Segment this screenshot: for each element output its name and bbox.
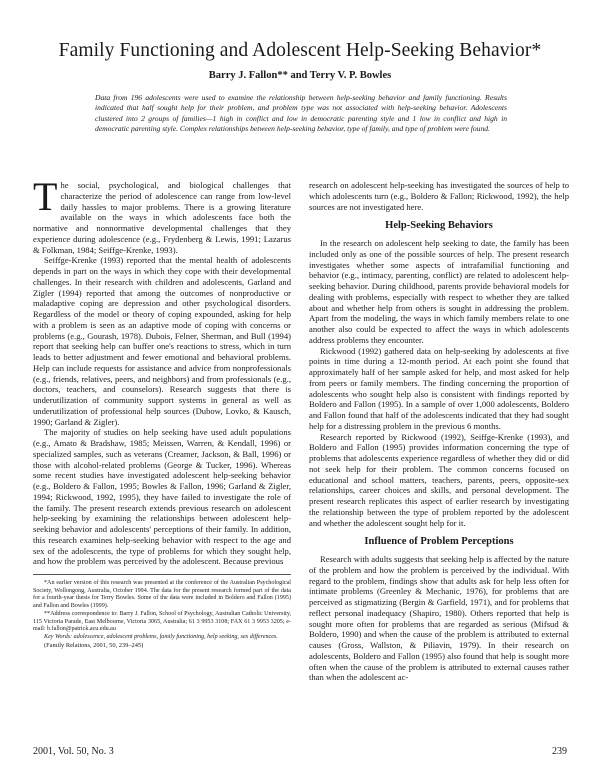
body-paragraph: research on adolescent help-seeking has investigated the sources of help to which adolescents turn (e.g., Boldero & Fallon; Rickwood, 1992), the help sources are not investigated here. bbox=[309, 180, 569, 212]
key-words: Key Words: adolescence, adolescent problems, family functioning, help seeking, sex differences. bbox=[44, 633, 278, 640]
footnote-earlier-version: *An earlier version of this research was presented at the conference of the Australian Psychological Society, Wollongong, Australia, October 1994. The data for the present research formed part of the data for a fourth-year thesis for Terry Bowles. Some of the data were included in Boldero and Fallon (1995) and Fallon and Bowles (1999). bbox=[33, 580, 291, 610]
body-paragraph: Research reported by Rickwood (1992), Seiffge-Krenke (1993), and Boldero and Fallon (1995) provides information concerning the type of problems that adolescents experience regardless of whether they did or did not seek help for their problem. The common concerns focused on educational and school matters, teachers, parents, peers, opposite-sex relationships, career choices and skills, and personal development. The present research replicates this aspect of earlier research by investigating the relationship between the type of problem reported by the adolescent and whether the adolescent sought help for it. bbox=[309, 431, 569, 528]
section-heading-help-seeking: Help-Seeking Behaviors bbox=[385, 220, 493, 232]
article-abstract: Data from 196 adolescents were used to examine the relationship between help-seeking behavior and family functioning. Results indicated that half sought help for their problem, and problem type was not associated with help-seeking behavior. Adolescents clustered into 2 groups of families—1 high in conflict and low in democratic parenting style and 1 low in conflict and high in democratic parenting style. Complex relationships between help-seeking behavior, type of family, and type of problem were found. bbox=[95, 93, 507, 133]
left-column bbox=[33, 174, 291, 649]
journal-citation: (Family Relations, 2001, 50, 239–245) bbox=[44, 641, 144, 649]
footer-volume: 2001, Vol. 50, No. 3 bbox=[33, 746, 114, 757]
body-paragraph: Rickwood (1992) gathered data on help-seeking by adolescents at five points in time during a 12-month period. At each point she found that approximately half of her sample asked for help, and most asked for help from peers or family members. The finding concerning the proportion of adolescents who sought help also is consistent with findings reported by Boldero and Fallon (1995). In a sample of over 1,000 adolescents, Boldero and Fallon found that half of the adolescents indicated that they had sought help for a distressing problem in the previous 6 months. bbox=[309, 345, 569, 431]
body-paragraph: Seiffge-Krenke (1993) reported that the mental health of adolescents depends in part on the ways in which they cope with their developmental challenges. In their research with children and adolescents, Garland and Zigler (1994) reported that among the outcomes of nonproductive or maladaptive coping are depression and other psychological disorders. Regardless of the model or theory of coping expounded, asking for help with a problem is seen as an adaptive mode of coping with concerns or problems (e.g., Gourash, 1978). Dubois, Felner, Sherman, and Bull (1994) report that seeking help can buffer one's reactions to stress, which in turn leads to better adjustment and fewer emotional and behavioral problems. Help can include requests for assistance and advice from nonprofessionals (e.g., friends, relatives, peers, and neighbors) and from professionals (e.g., doctors, teachers, and counselors). Research suggests that there is underutilization of community support systems in general as well as underutilization of professional help sources (Dubow, Lovko, & Kausch, 1990; Garland & Zigler). bbox=[33, 255, 291, 427]
body-paragraph: Research with adults suggests that seeking help is affected by the nature of the problem and how the problem is perceived by the individual. With regard to the problem, findings show that adults ask for help less often for intimate problems (Greenley & Mechanic, 1976), for problems that are perceived as stigmatizing (Bergin & Garfield, 1971), and for problems that reflect personal inadequacy (Shapiro, 1980). Others reported that help is sought more often for problems that are regarded as serious (Mifsud & Boldero, 1990) and when the cause of the problem is attributed to external causes (Gross, Wallston, & Piliavin, 1979). In their research on adolescents, Boldero and Fallon (1995) also found that help is sought more often when the cause of the problem is attributed to external causes rather than when the adolescent ac- bbox=[309, 554, 569, 683]
body-paragraph: The majority of studies on help seeking have used adult populations (e.g., Amato & Bradshaw, 1985; Meissen, Warren, & Kendall, 1996) or specialized samples, such as veterans (Creamer, Jackson, & Ball, 1996) or those with alcohol-related problems (George & Tucker, 1996). Whereas some recent studies have investigated adolescent help-seeking behavior (e.g., Boldero & Fallon, 1995; Bowles & Fallon, 1996; Garland & Zigler, 1994; Rickwood, 1992, 1995), they have failed to investigate the role of the family. The present research extends previous research on adolescent help-seeking by examining the relationships between adolescent help-seeking behavior and adolescents' perceptions of their family. In addition, this research examines help-seeking behavior with respect to the age and sex of the adolescents, the type of problems for which they sought help, and how the problem was perceived by the adolescent. Because previous bbox=[33, 427, 291, 567]
body-paragraph: In the research on adolescent help seeking to date, the family has been included only as one of the possible sources of help. The present research investigates whether some aspects of intrafamilial functioning and behavior (e.g., intimacy, parenting, conflict) are related to adolescent help-seeking behavior. During childhood, parents provide behavioral models for dealing with problems, especially with respect to whether they are talked about and whether help from others is sought in addressing the problem. Apart from the modeling, the ways in which family members relate to one another also could be expected to affect the ways in which adolescents address problems they encounter. bbox=[309, 238, 569, 345]
intro-text: he social, psychological, and biological challenges that characterize the period of adolescence can range from low-level daily hassles to major problems. There is a growing literature available on the ways in which adolescents face both the normative and nonnormative developmental challenges that they experience during adolescence (e.g., Frydenberg & Lewis, 1991; Lazarus & Folkman, 1984; Seiffge-Krenke, 1993). bbox=[33, 180, 291, 255]
section-heading-problem-perceptions: Influence of Problem Perceptions bbox=[364, 536, 514, 548]
article-authors: Barry J. Fallon** and Terry V. P. Bowles bbox=[208, 70, 392, 81]
article-title: Family Functioning and Adolescent Help-Seeking Behavior* bbox=[58, 40, 542, 61]
intro-paragraph bbox=[33, 174, 291, 255]
right-column bbox=[309, 180, 569, 683]
page-number: 239 bbox=[552, 746, 567, 757]
footnote-correspondence: **Address correspondence to: Barry J. Fallon, School of Psychology, Australian Catholic University, 115 Victoria Parade, East Melbourne, Victoria 3065, Australia; 61 3 9953 3108; FAX 61 3 9953 3205; e-mail: b.fallon@patrick.acu.edu.au bbox=[33, 610, 291, 633]
drop-cap: T bbox=[33, 174, 58, 219]
footnote-divider bbox=[33, 574, 291, 575]
